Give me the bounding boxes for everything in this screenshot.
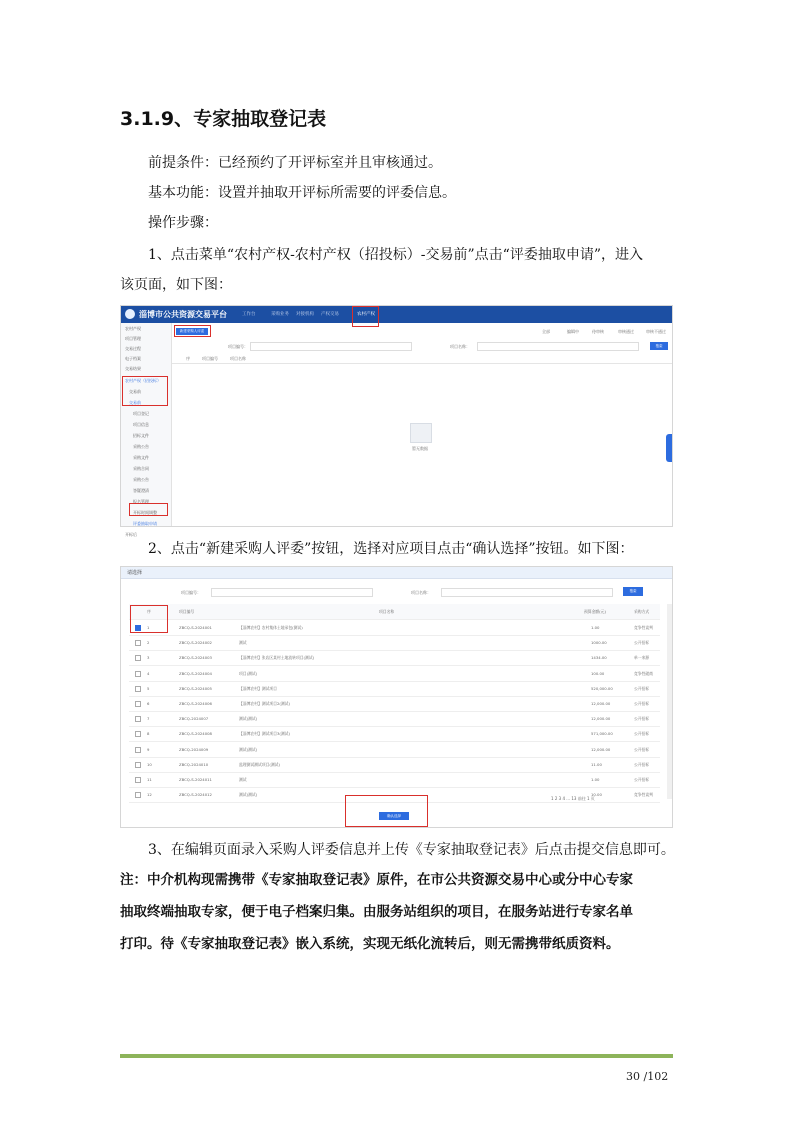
sidebar-item[interactable]: 交易前	[129, 400, 141, 405]
search-input-code[interactable]	[250, 342, 412, 351]
row-project-name: 【淄博农村】测试项目3(测试)	[239, 731, 290, 737]
sidebar-item[interactable]: 开标时间调整	[133, 510, 157, 515]
table-row[interactable]	[129, 635, 660, 651]
nav-item[interactable]: 对接机构	[296, 312, 314, 317]
row-method: 竞争性谈判	[634, 625, 653, 630]
row-number: 1	[147, 625, 150, 630]
nav-item[interactable]: 产权交易	[321, 312, 339, 317]
row-number: 2	[147, 640, 150, 646]
row-budget: 12,000.00	[591, 701, 611, 706]
row-budget: 11.00	[591, 761, 602, 767]
table-row[interactable]	[129, 696, 660, 712]
row-checkbox[interactable]	[135, 762, 141, 768]
row-method: 公开招标	[634, 716, 650, 722]
highlight-sidebar-group	[122, 376, 168, 406]
row-project-name: 测试	[239, 640, 247, 646]
row-project-name: 项目(测试)	[239, 670, 258, 676]
row-project-code: ZBCQ-S-2024008	[179, 731, 212, 737]
confirm-select-button[interactable]: 确认选择	[379, 812, 409, 820]
step1-line2: 该页面，如下图：	[120, 277, 232, 293]
sidebar-item[interactable]: 招标文件	[133, 433, 149, 438]
row-method: 公开招标	[634, 701, 650, 706]
row-project-name: 测试(测试)	[239, 792, 258, 798]
row-budget: 1.00	[591, 777, 600, 782]
sidebar-item[interactable]: 采购公告	[133, 477, 149, 482]
row-method: 公开招标	[634, 746, 650, 752]
row-checkbox[interactable]	[135, 747, 141, 753]
row-number: 4	[147, 670, 150, 676]
sidebar-item[interactable]: 采购文件	[133, 455, 149, 460]
sidebar	[121, 323, 172, 537]
row-budget: 12,000.00	[591, 746, 611, 752]
column-header: 项目名称	[379, 609, 395, 614]
note-line2: 抽取终端抽取专家，便于电子档案归集。由服务站组织的项目，在服务站进行专家名单	[120, 904, 633, 920]
search-label-name: 项目名称：	[411, 590, 431, 595]
table-header	[172, 354, 672, 364]
empty-state-text: 暂无数据	[412, 446, 428, 451]
new-evaluator-button[interactable]: 新建采购人评委	[176, 328, 208, 335]
search-label-code: 项目编号：	[181, 590, 201, 595]
row-project-name: 【淄博农村】测试项目2(测试)	[239, 701, 290, 706]
sidebar-item[interactable]: 采购公告	[133, 444, 149, 449]
row-project-name: 测试(测试)	[239, 716, 258, 722]
row-method: 公开招标	[634, 731, 650, 737]
sidebar-item[interactable]: 交易过程	[125, 346, 141, 351]
row-method: 竞争性谈判	[634, 792, 653, 798]
table-row[interactable]	[129, 620, 660, 636]
sidebar-item-evaluation-apply[interactable]: 评委抽取申请	[133, 521, 157, 526]
row-budget: 12,000.00	[591, 716, 611, 722]
pagination[interactable]: 1 2 3 4 ... 13 前往 1 页	[551, 796, 595, 801]
row-budget: 571,000.00	[591, 731, 613, 737]
row-budget: 520,000.00	[591, 685, 613, 691]
row-project-name: 【淄博农村】农村集体土地承包(测试)	[239, 625, 303, 630]
note-line1: 注：中介机构现需携带《专家抽取登记表》原件，在市公共资源交易中心或分中心专家	[120, 872, 633, 888]
main-content	[172, 323, 672, 526]
sidebar-item[interactable]: 采购合同	[133, 466, 149, 471]
row-project-code: ZBCQ-S-2024011	[179, 777, 212, 782]
dialog-header	[121, 567, 672, 579]
screenshot-select-project-dialog	[120, 566, 673, 828]
row-project-code: ZBCQ-2024009	[179, 746, 209, 752]
scrollbar[interactable]	[667, 604, 672, 799]
step3-text: 3、在编辑页面录入采购人评委信息并上传《专家抽取登记表》后点击提交信息即可。	[148, 842, 675, 858]
row-project-name: 测试	[239, 777, 247, 782]
filter-radio[interactable]: 全部	[542, 329, 550, 334]
row-project-code: ZBCQ-2024007	[179, 716, 209, 722]
row-number: 5	[147, 685, 150, 691]
platform-topbar	[121, 306, 672, 323]
row-checkbox[interactable]	[135, 701, 141, 707]
footer-divider	[120, 1054, 673, 1058]
step1-line1: 1、点击菜单“农村产权-农村产权（招投标）-交易前”点击“评委抽取申请”，进入	[148, 247, 643, 263]
row-project-code: ZBCQ-S-2024005	[179, 685, 212, 691]
column-header: 项目编号	[179, 609, 195, 614]
row-budget: 10.00	[591, 792, 602, 798]
row-number: 9	[147, 746, 150, 752]
table-header	[129, 604, 660, 620]
row-checkbox[interactable]	[135, 655, 141, 661]
column-header: 预算金额(元)	[584, 609, 606, 614]
sidebar-item[interactable]: 开标后	[125, 532, 137, 537]
row-project-code: ZBCQ-2024010	[179, 761, 209, 767]
search-button[interactable]: 搜索	[623, 587, 643, 596]
row-budget: 1.00	[591, 625, 600, 630]
row-budget: 1000.00	[591, 640, 607, 646]
row-number: 12	[147, 792, 152, 798]
row-number: 8	[147, 731, 150, 737]
row-project-name: 【淄博农村】张店区某村土地流转项目(测试)	[239, 655, 315, 661]
dialog-title: 请选择	[127, 570, 143, 576]
filter-radio[interactable]: 编辑中	[567, 329, 579, 334]
nav-item[interactable]: 工作台	[242, 312, 256, 317]
page-number: 30 /102	[626, 1070, 669, 1083]
row-project-name: 【淄博农村】测试项目	[239, 685, 277, 691]
row-checkbox[interactable]	[135, 777, 141, 783]
row-method: 公开招标	[634, 685, 650, 691]
screenshot-evaluation-list	[120, 305, 673, 537]
sidebar-item[interactable]: 交易前	[129, 389, 141, 394]
row-project-name: 测试(测试)	[239, 746, 258, 752]
sidebar-item[interactable]: 农村产权	[125, 326, 141, 331]
table-row[interactable]	[129, 757, 660, 773]
sidebar-item[interactable]: 交易结果	[125, 366, 141, 371]
column-header: 序	[147, 609, 151, 614]
row-budget: 100.00	[591, 670, 605, 676]
row-number: 7	[147, 716, 150, 722]
row-number: 6	[147, 701, 150, 706]
platform-title: 淄博市公共资源交易平台	[139, 310, 227, 319]
row-method: 单一来源	[634, 655, 650, 661]
filter-radio[interactable]: 审核通过	[618, 329, 634, 334]
row-project-code: ZBCQ-S-2024006	[179, 701, 212, 706]
column-header: 项目编号	[202, 356, 218, 361]
nav-item[interactable]: 采购业务	[271, 312, 289, 317]
table-row[interactable]	[129, 726, 660, 742]
table-row[interactable]	[129, 666, 660, 682]
table-row[interactable]	[129, 742, 660, 758]
filter-radio[interactable]: 待审核	[592, 329, 604, 334]
precondition-text: 前提条件：已经预约了开评标室并且审核通过。	[148, 155, 442, 171]
row-checkbox[interactable]	[135, 792, 141, 798]
section-heading: 3.1.9、专家抽取登记表	[120, 108, 327, 130]
highlight-new-button	[174, 325, 211, 337]
column-header: 项目名称	[230, 356, 246, 361]
row-checkbox[interactable]	[135, 716, 141, 722]
search-input-name[interactable]	[477, 342, 639, 351]
sidebar-item[interactable]: 答疑澄清	[133, 488, 149, 493]
row-method: 公开招标	[634, 777, 650, 782]
sidebar-item[interactable]: 报名管理	[133, 499, 149, 504]
row-checkbox[interactable]	[135, 640, 141, 646]
sidebar-item[interactable]: 电子档案	[125, 356, 141, 361]
row-number: 11	[147, 777, 152, 782]
row-method: 公开招标	[634, 640, 650, 646]
column-header: 序	[186, 356, 190, 361]
highlight-confirm-button	[345, 795, 428, 827]
row-number: 10	[147, 761, 152, 767]
highlight-sidebar-item	[129, 503, 168, 516]
nav-item-active[interactable]: 农村产权	[357, 312, 375, 317]
search-input-name[interactable]	[441, 588, 613, 597]
row-project-name: 监理测试测试项目(测试)	[239, 761, 280, 767]
column-header: 采购方式	[634, 609, 650, 614]
row-checkbox[interactable]	[135, 731, 141, 737]
step2-text: 2、点击“新建采购人评委”按钮，选择对应项目点击“确认选择”按钮。如下图：	[148, 541, 634, 557]
highlight-checkbox	[130, 605, 168, 633]
row-method: 竞争性磋商	[634, 670, 653, 676]
row-budget: 1434.00	[591, 655, 607, 661]
platform-logo-icon	[125, 309, 135, 319]
row-project-code: ZBCQ-S-2024001	[179, 625, 212, 630]
filter-radio[interactable]: 审核不通过	[646, 329, 666, 334]
sidebar-item[interactable]: 项目信息	[133, 422, 149, 427]
row-checkbox[interactable]	[135, 671, 141, 677]
table-row[interactable]	[129, 681, 660, 697]
sidebar-item-active[interactable]: 农村产权（招投标）	[125, 378, 161, 383]
function-text: 基本功能：设置并抽取开评标所需要的评委信息。	[148, 185, 456, 201]
row-number: 3	[147, 655, 150, 661]
row-project-code: ZBCQ-S-2024004	[179, 670, 212, 676]
search-label-code: 项目编号：	[228, 344, 248, 349]
sidebar-item[interactable]: 项目管理	[125, 336, 141, 341]
sidebar-item[interactable]: 项目登记	[133, 411, 149, 416]
row-project-code: ZBCQ-S-2024002	[179, 640, 212, 646]
search-button[interactable]: 搜索	[650, 342, 668, 350]
search-input-code[interactable]	[211, 588, 373, 597]
empty-state-icon	[410, 423, 432, 443]
table-row[interactable]	[129, 711, 660, 727]
table-row[interactable]	[129, 772, 660, 788]
row-project-code: ZBCQ-S-2024003	[179, 655, 212, 661]
side-float-tab[interactable]	[666, 434, 672, 462]
search-label-name: 项目名称：	[450, 344, 470, 349]
row-project-code: ZBCQ-S-2024012	[179, 792, 212, 798]
row-checkbox[interactable]	[135, 686, 141, 692]
steps-label: 操作步骤：	[148, 215, 218, 231]
note-line3: 打印。待《专家抽取登记表》嵌入系统，实现无纸化流转后，则无需携带纸质资料。	[120, 936, 620, 952]
table-row[interactable]	[129, 650, 660, 666]
row-method: 公开招标	[634, 761, 650, 767]
